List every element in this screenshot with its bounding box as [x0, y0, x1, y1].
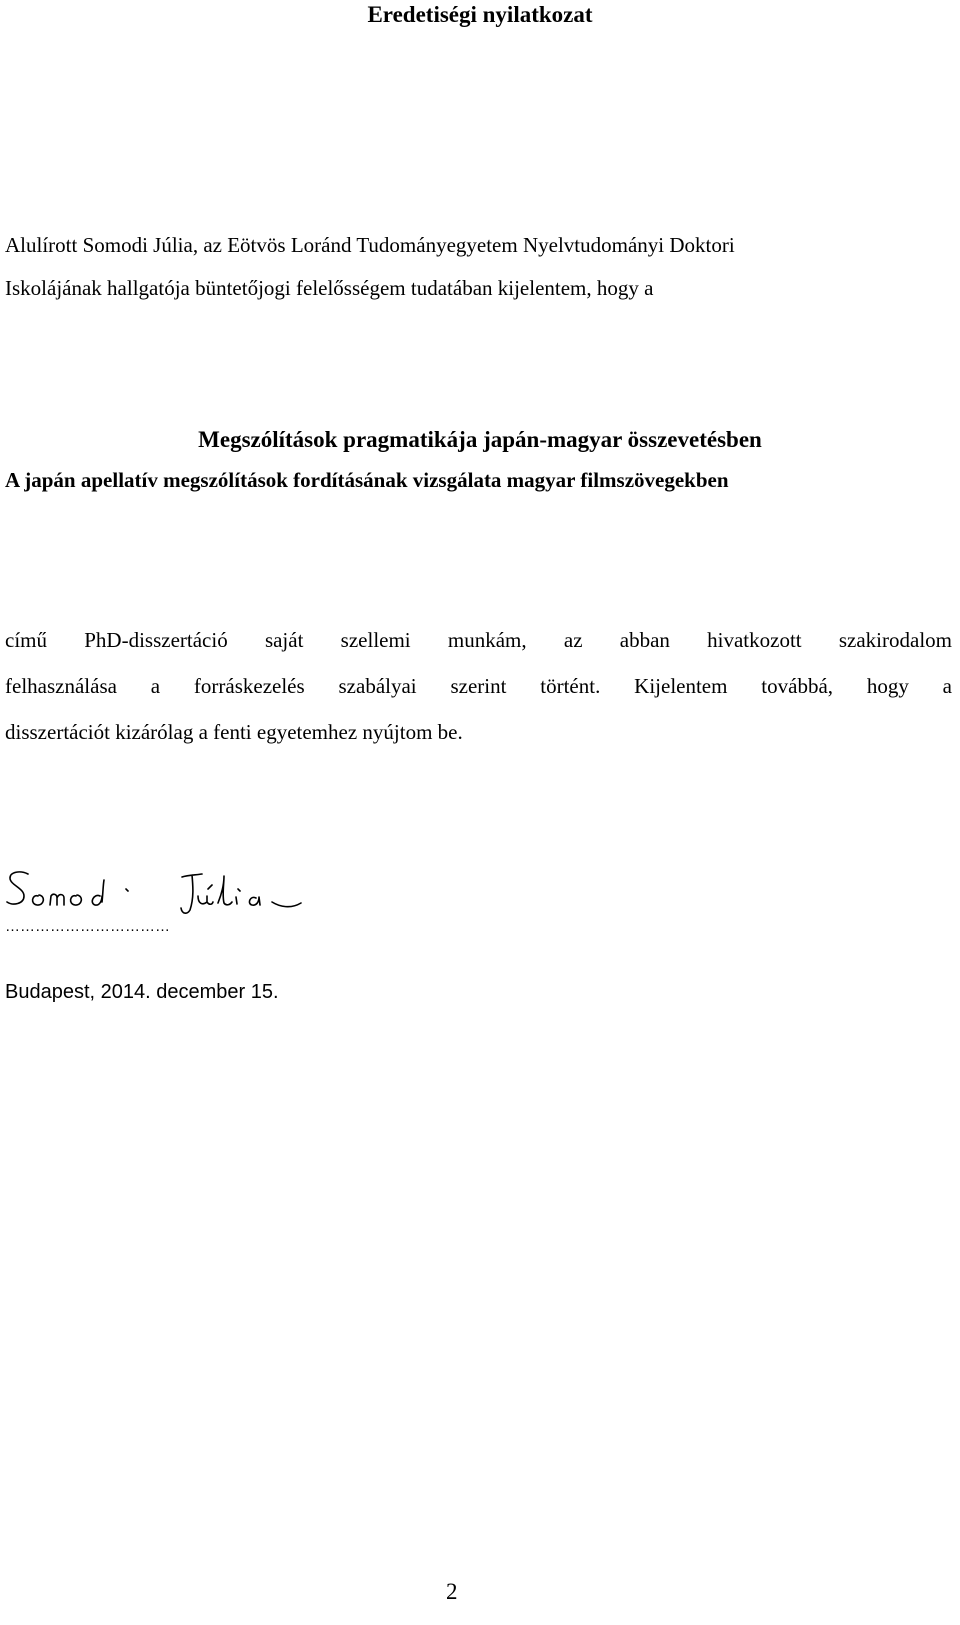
page-number: 2 [446, 1579, 458, 1604]
intro-line: Iskolájának hallgatója büntetőjogi felelősségem tudatában kijelentem, hogy a [5, 276, 654, 300]
thesis-subtitle: A japán apellatív megszólítások fordításának vizsgálata magyar filmszövegekben [5, 468, 729, 492]
place-date: Budapest, 2014. december 15. [5, 981, 279, 1003]
declaration-line: című PhD-disszertáció saját szellemi munkám, az abban hivatkozott szakirodalom [5, 628, 952, 652]
intro-line: Alulírott Somodi Júlia, az Eötvös Loránd Tudományegyetem Nyelvtudományi Doktori [5, 233, 735, 257]
declaration-paragraph [5, 617, 952, 755]
thesis-title: Megszólítások pragmatikája japán-magyar összevetésben [198, 427, 762, 452]
intro-paragraph [5, 224, 925, 310]
page-title: Eredetiségi nyilatkozat [367, 2, 593, 27]
signature-dotted-line: …………………………… [5, 918, 170, 935]
declaration-line: disszertációt kizárólag a fenti egyetemhez nyújtom be. [5, 720, 463, 744]
declaration-line: felhasználása a forráskezelés szabályai szerint történt. Kijelentem továbbá, hogy a [5, 674, 952, 698]
